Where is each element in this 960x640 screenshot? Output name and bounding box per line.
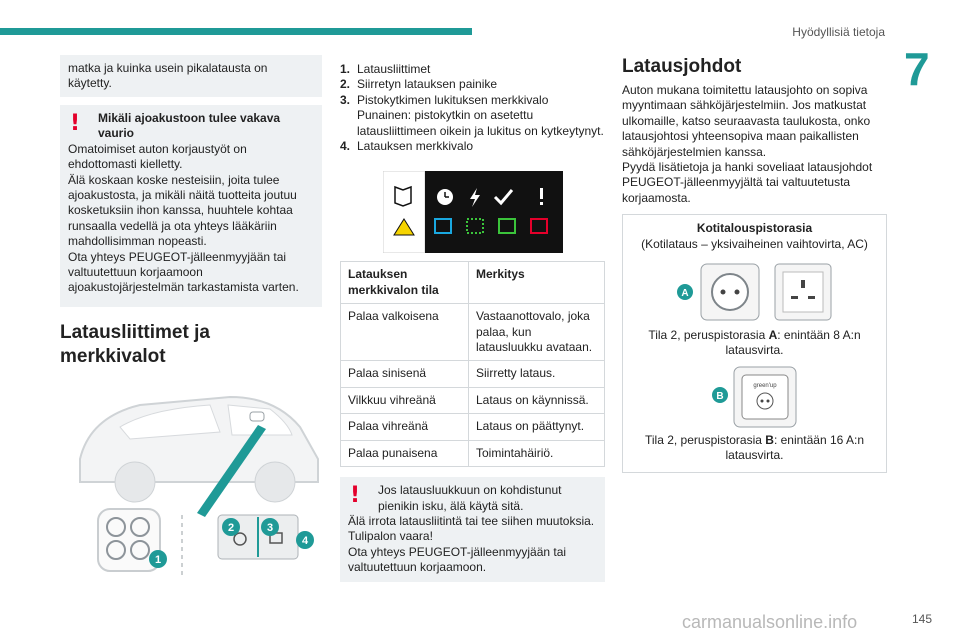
table-cell: Vilkkuu vihreänä [341, 387, 469, 413]
table-cell: Toimintahäiriö. [469, 440, 605, 466]
socket-b-plate-text: green'up [752, 382, 777, 389]
column-middle [340, 62, 605, 582]
list-item: Punainen: pistokytkin on asetettu latausliittimeen oikein ja lukitus on kytkeytynyt. [357, 108, 604, 138]
list-item: 3. Pistokytkimen lukituksen merkkivalo [340, 92, 549, 107]
household-socket-panel [622, 214, 887, 472]
exclamation-icon [540, 188, 543, 199]
table-row [341, 361, 605, 387]
list-item: 1. Latausliittimet [340, 62, 431, 76]
intro-text: matka ja kuinka usein pikalatausta on käytetty. [68, 61, 268, 91]
list-item: 2. Siirretyn latauksen painike [340, 77, 498, 92]
warning-title: Mikäli ajoakustoon tulee vakava vaurio [98, 111, 281, 141]
table-row [341, 387, 605, 413]
list-item: 4. Latauksen merkkivalo [340, 139, 474, 154]
paragraph: Auton mukana toimitettu latausjohto on sopiva myyntimaan sähköjärjestelmiin. Jos matkustat ulkomaille, katso seuraavasta taulukosta, onko latausjohtosi yhteensopiva maan paikallisten sähköjärjestelmien kanssa. [622, 83, 871, 159]
socket-panel-subtitle: (Kotilataus – yksivaiheinen vaihtovirta, AC) [641, 236, 868, 251]
warning-line: Jos latausluukkuun on kohdistunut pienikin isku, älä käytä sitä. [378, 483, 562, 513]
warning-line: Omatoimiset auton korjaustyöt on ehdottomasti kielletty. [68, 141, 247, 172]
column-right [622, 55, 887, 473]
section-heading-cables: Latausjohdot [622, 56, 742, 77]
column-left [60, 55, 322, 582]
warning-icon: ! [70, 111, 81, 136]
charging-indicator-illustration [383, 171, 563, 253]
page-number: 145 [912, 612, 933, 626]
socket-b-badge: B [715, 390, 724, 402]
table-header-cell: Latauksen merkkivalon tila [341, 262, 469, 304]
page-header-title: Hyödyllisiä tietoja [792, 25, 885, 39]
socket-panel-title: Kotitalouspistorasia [696, 221, 813, 236]
socket-b-caption: Tila 2, peruspistorasia B: enintään 16 A:n latausvirta. [644, 432, 865, 463]
header-accent-bar [0, 28, 472, 35]
table-row [341, 414, 605, 440]
table-cell: Palaa valkoisena [341, 304, 469, 361]
table-cell: Palaa sinisenä [341, 361, 469, 387]
table-cell: Siirretty lataus. [469, 361, 605, 387]
section-heading-connectors: Latausliittimet ja merkkivalot [60, 322, 210, 367]
callout-2: 2 [227, 522, 235, 534]
table-row [341, 304, 605, 361]
table-header-cell: Merkitys [469, 262, 605, 304]
indicator-status-table [340, 261, 605, 467]
callout-3: 3 [266, 522, 274, 534]
warning-icon: ! [350, 483, 361, 509]
table-cell: Palaa vihreänä [341, 414, 469, 440]
socket-b-illustration [710, 365, 800, 429]
connector-legend-list [340, 62, 605, 154]
intro-note [60, 55, 322, 97]
charging-port-illustration [60, 387, 322, 582]
paragraph: Pyydä lisätietoja ja hanki soveliaat latausjohdot PEUGEOT-jälleenmyyjältä tai valtuutetusta korjaamosta. [622, 160, 873, 205]
table-row [341, 440, 605, 466]
socket-a-badge: A [680, 288, 689, 300]
table-cell: Vastaanottovalo, joka palaa, kun latausluukku avataan. [469, 304, 605, 361]
socket-a-illustration [675, 260, 835, 324]
callout-1: 1 [154, 554, 162, 566]
socket-a-caption: Tila 2, peruspistorasia A: enintään 8 A:n latausvirta. [648, 328, 861, 358]
table-cell: Lataus on päättynyt. [469, 414, 605, 440]
table-cell: Lataus on käynnissä. [469, 387, 605, 413]
warning-box-battery [60, 105, 322, 307]
table-header-row [341, 262, 605, 304]
chapter-number: 7 [904, 43, 930, 95]
callout-4: 4 [301, 535, 309, 547]
warning-line: Ota yhteys PEUGEOT-jälleenmyyjään tai valtuutettuun korjaamoon ajoakustojärjestelmän tarkastamista varten. [68, 249, 299, 295]
footer-watermark: carmanualsonline.info [682, 612, 858, 632]
warning-box-charging-flap [340, 477, 605, 581]
warning-line: Ota yhteys PEUGEOT-jälleenmyyjään tai valtuutettuun korjaamoon. [348, 544, 567, 575]
warning-line: Älä koskaan koske nesteisiin, joita tulee ajoakustosta, ja mikäli näitä tuotteita joutuu kosketuksiin ihon kanssa, huuhtele kohtaa runsaalla vedellä ja ota yhteys lääkäriin mahdollisimman nopeasti. [68, 172, 297, 249]
warning-line: Älä irrota latausliitintä tai tee siihen muutoksia. Tulipalon vaara! [348, 513, 595, 544]
table-cell: Palaa punaisena [341, 440, 469, 466]
